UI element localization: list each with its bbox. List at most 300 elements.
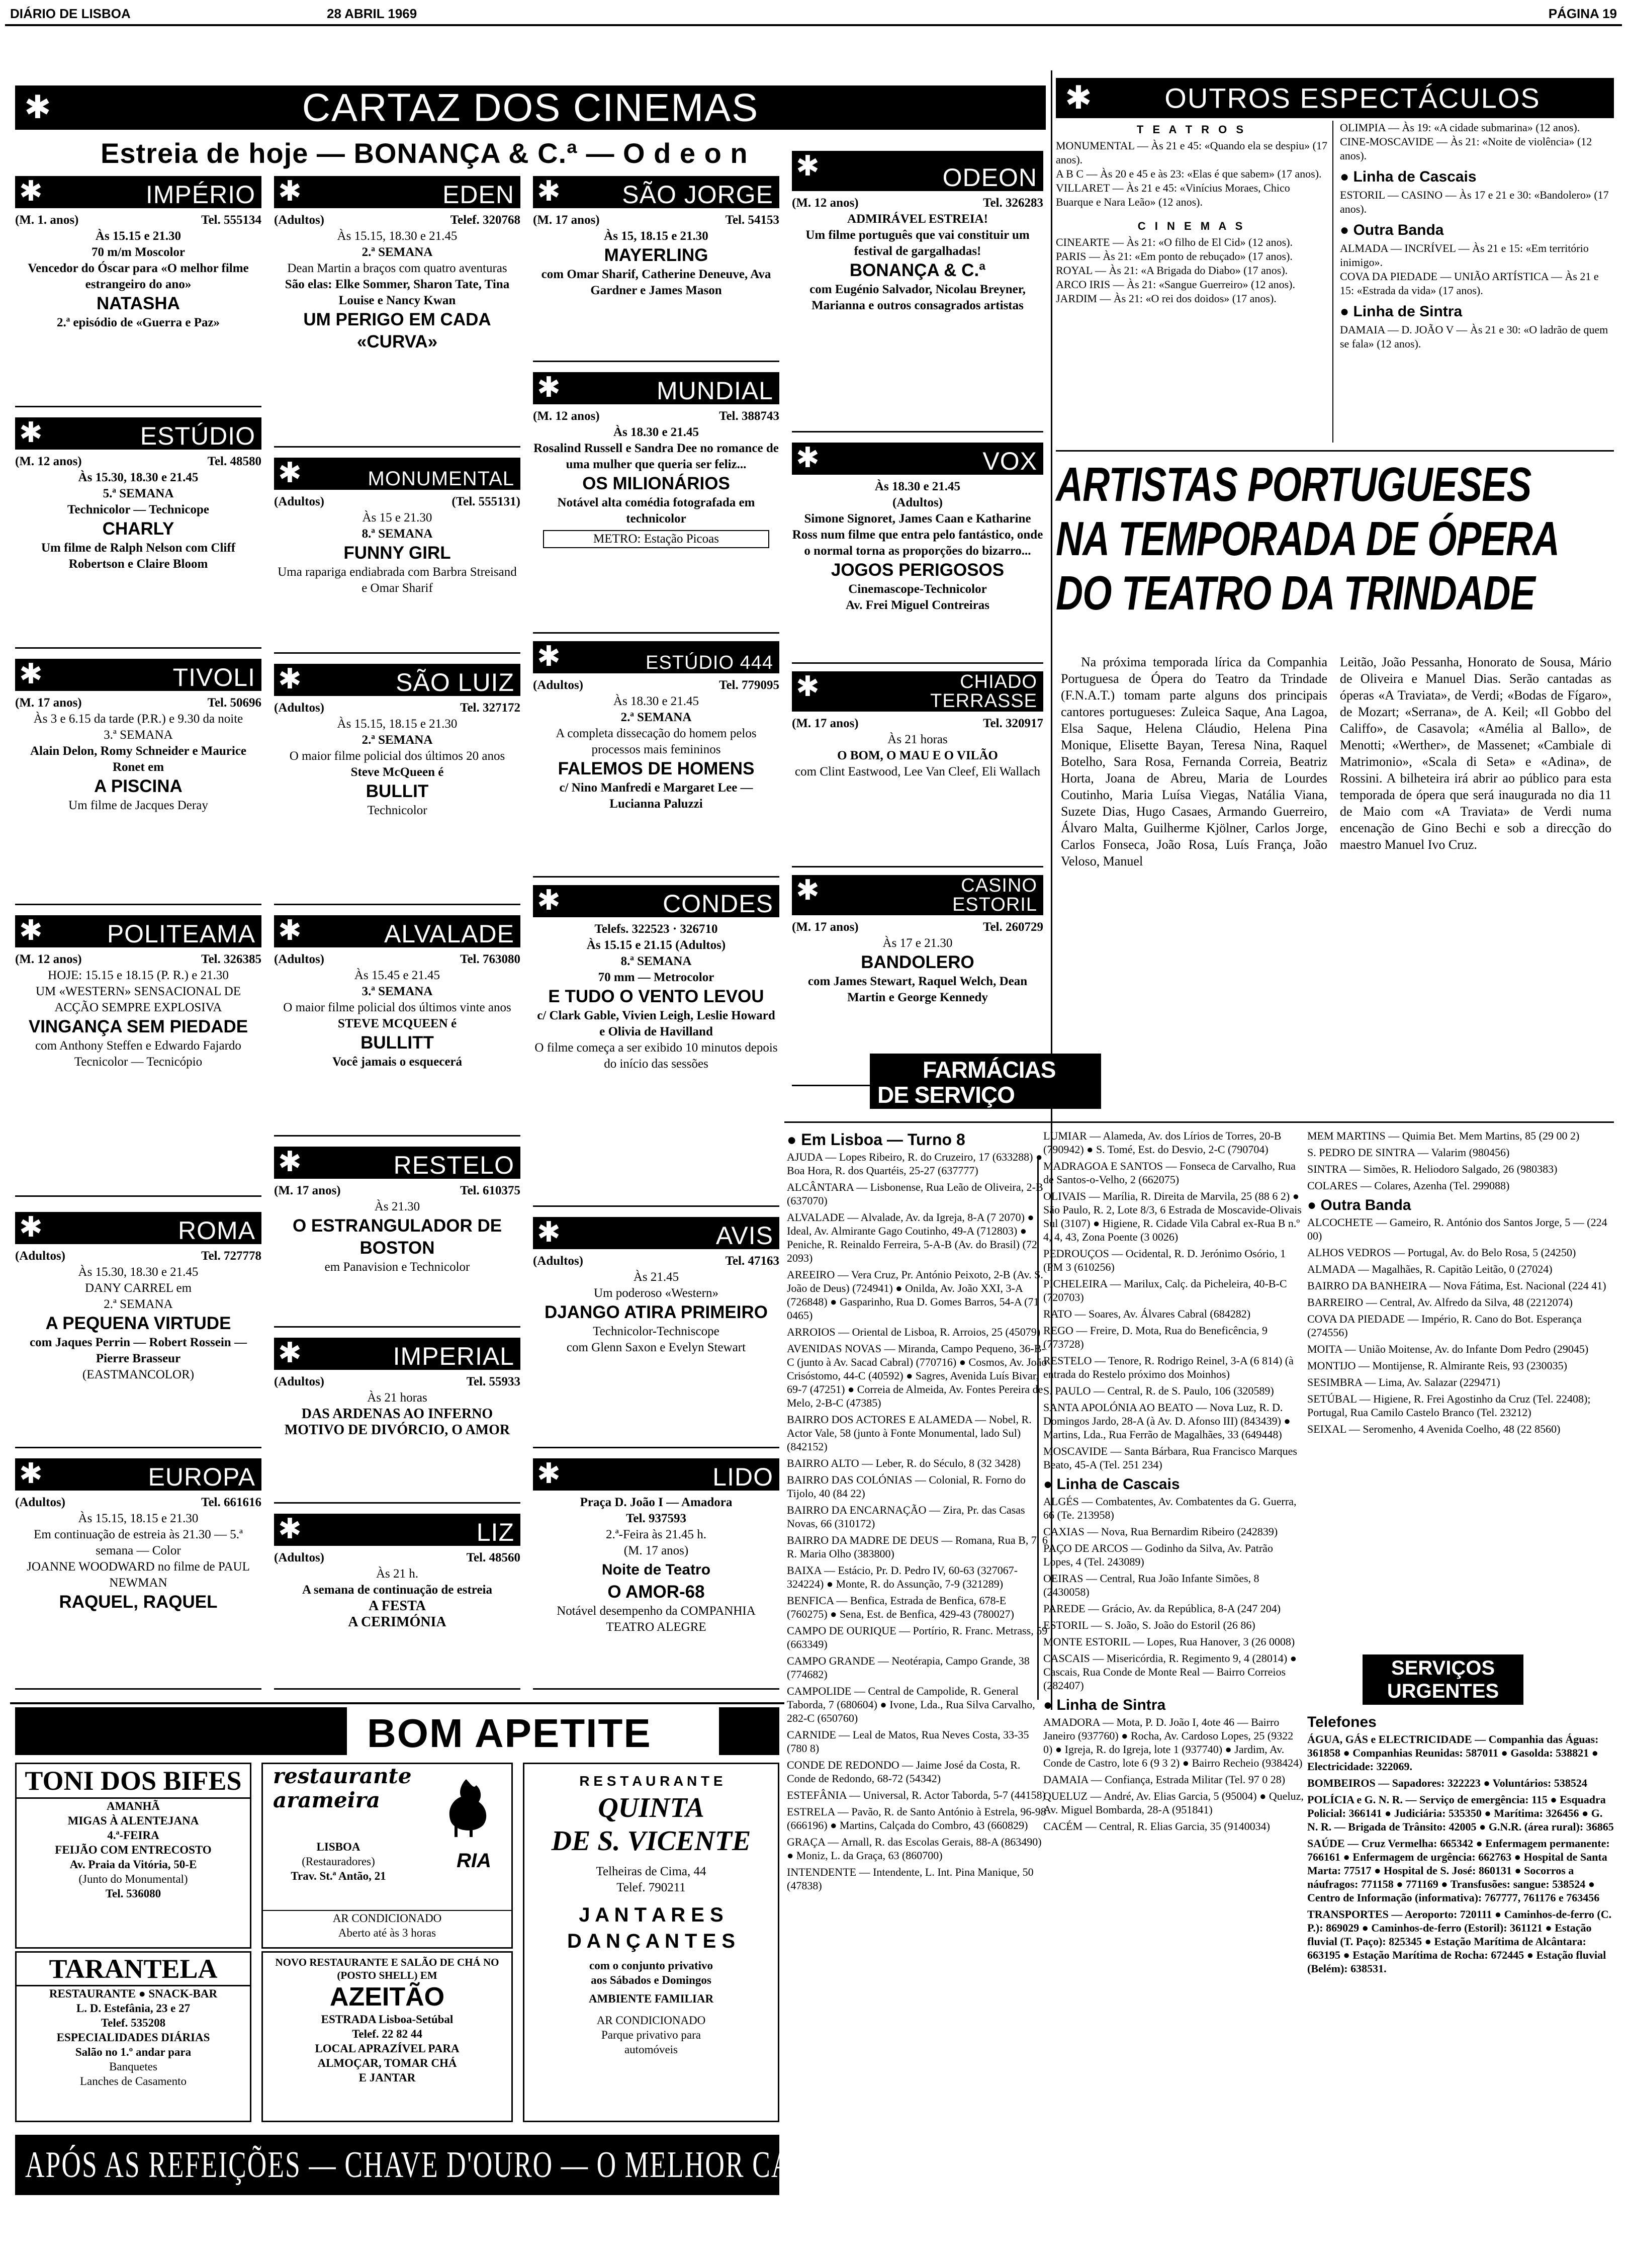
pharmacy-entry: BARREIRO — Central, Av. Alfredo da Silva, 48 (2212074) [1307, 1296, 1573, 1309]
info-line: com Jaques Perrin — Robert Rossein — Pierre Brasseur [30, 1336, 247, 1365]
phone: Tel. 326385 [201, 952, 261, 966]
pharmacy-entry: OEIRAS — Central, Rua João Infante Simões, 8 (2430058) [1043, 1572, 1259, 1598]
star-icon: ✱ [537, 1216, 561, 1249]
session-times: Às 15.15, 18.15 e 21.30 [78, 1512, 199, 1525]
session-times: Às 18.30 e 21.45 [613, 694, 699, 708]
session-times: Às 21 horas [367, 1391, 427, 1405]
session-times: Às 18.30 e 21.45 [874, 480, 961, 493]
phone-entry: POLÍCIA e G. N. R. — Serviço de emergência: 115 ● Esquadra Policial: 366141 ● Judiciária: 535350 ● Marítima: 326456 ● G. N. R. — Brigada de Trânsito: 42005 ● G.N.R. (área rural): 36865 [1307, 1793, 1614, 1833]
star-icon: ✱ [278, 175, 302, 208]
film-title: DJANGO ATIRA PRIMEIRO [545, 1302, 768, 1322]
cinema-name: SÃO JORGE [622, 181, 773, 209]
pharmacy-entry: AMADORA — Mota, P. D. João I, 4ote 46 — Bairro Janeiro (937760) ● Rocha, Av. Cardoso Lopes, 25 (9322 0) ● Igreja, R. do Igreja, lote 1 (937740) ● Jardim, Av. Conde de Castro, lote 6 (9 3 2) ● Bairro Recheio (938424) [1043, 1716, 1303, 1769]
film-title: NATASHA [97, 294, 180, 313]
farmacias-col3 [1307, 1129, 1614, 1652]
cinema-mundial [533, 372, 779, 634]
session-times: Às 17 e 21.30 [882, 936, 953, 950]
pharmacy-entry: CARNIDE — Leal de Matos, Rua Neves Costa, 33-35 (780 8) [787, 1728, 1029, 1755]
ad-tarantela [15, 1951, 251, 2122]
film-title: BONANÇA & C.ª [849, 260, 986, 280]
pharmacy-entry: BAIRRO ALTO — Leber, R. do Século, 8 (32 3428) [787, 1457, 1021, 1469]
ad-line: ESPECIALIDADES DIÁRIAS [56, 2031, 210, 2044]
ad-line: L. D. Estefânia, 23 e 27 [76, 2002, 191, 2015]
info-line: Um filme de Jacques Deray [68, 799, 208, 812]
banner-stripe [719, 1707, 779, 1755]
ad-line: Telef. 535208 [101, 2017, 166, 2029]
film-title: BANDOLERO [861, 952, 974, 972]
ad-quinta-s-vicente [523, 1763, 779, 2122]
cinema-name: SÃO LUIZ [396, 668, 514, 696]
ad-toni-dos-bifes [15, 1763, 251, 1949]
artistas-body-col1: Na próxima temporada lírica da Companhia Portuguesa de Ópera do Teatro da Trindade (F.N.A.T.) tomam parte alguns dos principais cantores portugueses: Zuleica Saque, Ana Lagoa, Elsa Saque, Helena Cláudio, Helena Pina Monique, Elisette Bayan, Teresa Nina, Raquel Botelho, Sara Rosa, Fernanda Correia, Beatriz Horta, Joana de Abreu, Maria de Lourdes Coutinho, Maria Luísa Viegas, Natália Viana, Suzete Dias, Hugo Casaes, Armando Guerreiro, Álvaro Malta, Guilherme Kjölner, Carlos Jorge, Carlos Fonseca, João Rosa, Luís França, João Veloso, Manuel [1061, 655, 1327, 868]
session-times: Às 21.30 [374, 1200, 420, 1213]
pharmacy-entry: PEDROUÇOS — Ocidental, R. D. Jerónimo Osório, 1 (PM 3 (610256) [1043, 1247, 1286, 1273]
film-title: FALEMOS DE HOMENS [558, 759, 755, 778]
cinema-restelo [274, 1147, 520, 1328]
star-icon: ✱ [19, 1457, 43, 1490]
info-line: Vencedor do Óscar para «O melhor filme estrangeiro do ano» [28, 261, 249, 291]
rating: (M. 17 anos) [533, 213, 600, 227]
session-times: Às 21.45 [633, 1270, 679, 1284]
pharmacy-entry: ARROIOS — Oriental de Lisboa, R. Arroios, 25 (45079) [787, 1326, 1041, 1338]
outros-title: OUTROS ESPECTÁCULOS [1164, 82, 1541, 114]
phone: Tel. 727778 [201, 1249, 261, 1263]
phone-entry: BOMBEIROS — Sapadores: 322223 ● Voluntários: 538524 [1307, 1777, 1587, 1789]
film-title: A FESTA [369, 1598, 426, 1614]
star-icon: ✱ [19, 416, 43, 449]
servicos-title [1363, 1654, 1523, 1705]
star-icon: ✱ [537, 884, 561, 917]
ad-line: (Junto do Monumental) [78, 1873, 188, 1885]
rating: (M. 17 anos) [792, 920, 859, 934]
film-title: E TUDO O VENTO LEVOU [548, 987, 764, 1006]
info-line: 8.ª SEMANA [620, 954, 692, 968]
ad-line: Salão no 1.º andar para [75, 2046, 192, 2058]
phone: Tel. 320917 [983, 717, 1043, 730]
info-line: O filme começa a ser exibido 10 minutos depois do início das sessões [534, 1041, 778, 1071]
cinema-chiado-terrasse [792, 671, 1043, 867]
estreia-line: Estreia de hoje — BONANÇA & C.ª — O d e o n [101, 137, 748, 169]
ad-line: R E S T A U R A N T E [579, 1773, 723, 1789]
phone: Tel. 779095 [719, 678, 779, 692]
pharmacy-entry: ESTORIL — S. João, S. João do Estoril (26 86) [1043, 1619, 1255, 1631]
rating: (Adultos) [274, 1375, 325, 1388]
ad-line: Aberto até às 3 horas [338, 1927, 436, 1939]
info-line: Alain Delon, Romy Schneider e Maurice Ronet em [30, 744, 247, 774]
info-line: Cinemascope-Technicolor [848, 582, 987, 596]
rating: (M. 17 anos) [792, 717, 859, 730]
farmacias-col2 [1043, 1129, 1305, 1833]
film-title: A CERIMÓNIA [348, 1614, 446, 1630]
session-times: Às 15.15, 18.15 e 21.30 [337, 717, 458, 731]
film-title: JOGOS PERIGOSOS [831, 560, 1005, 580]
cinema-estudio-444 [533, 641, 779, 878]
pharmacy-entry: MOSCAVIDE — Santa Bárbara, Rua Francisco Marques Beato, 45-A (Tel. 251 234) [1043, 1445, 1297, 1471]
info-line: Steve McQueen é [350, 765, 444, 779]
farmacias-title [870, 1054, 1101, 1109]
info-line: com Anthony Steffen e Edwardo Fajardo [35, 1039, 241, 1053]
star-icon: ✱ [796, 150, 820, 183]
phone-entry: SAÚDE — Cruz Vermelha: 665342 ● Enfermagem permanente: 766161 ● Enfermagem de urgência: 662763 ● Hospital de Santa Marta: 77517 ● Hospital de S. José: 860131 ● Socorros a náufragos: 771158 ● 771169 ● Transfusões: sangue: 538524 ● Centro de Informação (informativa): 767777, 761176 e 763456 [1307, 1837, 1610, 1904]
star-icon: ✱ [19, 1211, 43, 1244]
ad-line: Parque privativo para [601, 2029, 701, 2041]
metro-station: METRO: Estação Picoas [543, 530, 769, 548]
info-line: 2.ª episódio de «Guerra e Paz» [56, 316, 220, 329]
pharmacy-entry: BENFICA — Benfica, Estrada de Benfica, 678-E (760275) ● Sena, Est. de Benfica, 429-43 (780027) [787, 1594, 1014, 1620]
paper-name: DIÁRIO DE LISBOA [10, 6, 131, 21]
phone: Tel. 48560 [466, 1551, 520, 1564]
pharmacy-entry: AJUDA — Lopes Ribeiro, R. do Cruzeiro, 17 (633288) ● Boa Hora, R. dos Quartéis, 25-27 (637777) [787, 1151, 1043, 1177]
film-title: O ESTRANGULADOR DE BOSTON [292, 1216, 502, 1258]
ad-line: Telef. 790211 [616, 1881, 686, 1894]
info-line: São elas: Elke Sommer, Sharon Tate, Tina Louise e Nancy Kwan [285, 278, 510, 307]
pharmacy-entry: CAMPO GRANDE — Neotérapia, Campo Grande, 38 (774682) [787, 1654, 1030, 1681]
ad-line: LOCAL APRAZÍVEL PARA [315, 2042, 460, 2055]
info-line: UM «WESTERN» SENSACIONAL DE ACÇÃO SEMPRE EXPLOSIVA [35, 985, 241, 1014]
ad-line: MIGAS À ALENTEJANA [67, 1814, 199, 1827]
ad-line: RESTAURANTE ● SNACK-BAR [49, 1987, 218, 2000]
star-icon: ✱ [537, 640, 561, 673]
listing: A B C — Às 20 e 45 e às 23: «Elas é que sabem» (17 anos). [1056, 167, 1322, 180]
pharmacy-entry: CAXIAS — Nova, Rua Bernardim Ribeiro (242839) [1043, 1525, 1278, 1538]
session-times: Às 3 e 6.15 da tarde (P.R.) e 9.30 da noite [33, 712, 243, 726]
rating: (M. 12 anos) [15, 455, 82, 468]
ad-line: AR CONDICIONADO [332, 1912, 442, 1925]
footer-text: APÓS AS REFEIÇÕES — CHAVE D'OURO — O MELHOR CAFÉ [25, 2144, 826, 2186]
listing: ALMADA — INCRÍVEL — Às 21 e 15: «Em território inimigo». [1340, 242, 1589, 269]
star-icon: ✱ [278, 663, 302, 695]
session-times: Às 15.30, 18.30 e 21.45 [78, 471, 199, 484]
cinema-tivoli [15, 659, 261, 905]
film-title: BULLITT [360, 1033, 434, 1053]
star-icon: ✱ [278, 914, 302, 947]
ad-line: LISBOA [316, 1841, 360, 1853]
rating: (Adultos) [274, 495, 325, 508]
phone: Tel. 388743 [719, 409, 779, 423]
ad-line: D A N Ç A N T E S [567, 1930, 736, 1952]
pharmacy-entry: AREEIRO — Vera Cruz, Pr. António Peixoto, 2-B (Av. S. João de Deus) (724941) ● Onilda, Av. João XXI, 3-A (726848) ● Gasparinho, Rua D. Gomes Barros, 54-A (71 0465) [787, 1268, 1043, 1322]
cinema-name: VOX [982, 447, 1037, 475]
phone: Tel. 555134 [201, 213, 261, 227]
ad-line: aos Sábados e Domingos [591, 1974, 711, 1986]
pharmacy-entry: S. PEDRO DE SINTRA — Valarim (980456) [1307, 1146, 1510, 1159]
star-icon: ✱ [796, 442, 820, 474]
phone: Tel. 937593 [626, 1512, 686, 1525]
pharmacy-entry: BAIRRO DAS COLÓNIAS — Colonial, R. Forno do Tijolo, 40 (84 22) [787, 1473, 1026, 1500]
session-times: 2.ª-Feira às 21.45 h. [606, 1528, 706, 1541]
pharmacy-entry: ALHOS VEDROS — Portugal, Av. do Belo Rosa, 5 (24250) [1307, 1246, 1576, 1259]
info-line: Technicolor-Techniscope [593, 1325, 719, 1338]
cinema-name: ROMA [178, 1216, 255, 1245]
cinema-sao-luiz [274, 664, 520, 905]
cinema-name: EUROPA [148, 1463, 255, 1491]
info-line: Um poderoso «Western» [594, 1286, 718, 1300]
ad-line: Banquetes [109, 2060, 157, 2073]
ria-logo-text: RIA [457, 1850, 491, 1872]
info-line: Uma rapariga endiabrada com Barbra Streisand e Omar Sharif [278, 565, 517, 595]
film-title: UM PERIGO EM CADA «CURVA» [303, 310, 491, 352]
cartaz-banner [15, 85, 1046, 130]
info-line: 2.ª SEMANA [104, 1297, 173, 1311]
cinema-name: ODEON [942, 163, 1037, 192]
pharmacy-entry: RESTELO — Tenore, R. Rodrigo Reinel, 3-A (6 814) (à entrada do Restelo próximo dos Moinhos) [1043, 1354, 1294, 1380]
star-icon: ✱ [19, 658, 43, 690]
restaurant-name: DE S. VICENTE [551, 1825, 751, 1857]
farmacias-col1 [787, 1129, 1048, 1892]
rating: (M. 12 anos) [533, 409, 600, 423]
cinema-name: ALVALADE [384, 920, 514, 948]
info-line: (EASTMANCOLOR) [82, 1368, 195, 1381]
pharmacy-entry: GRAÇA — Arnall, R. das Escolas Gerais, 88-A (863490) ● Moniz, L. da Graça, 63 (860700) [787, 1836, 1042, 1862]
rating: (M. 1. anos) [15, 213, 79, 227]
listing: JARDIM — Às 21: «O rei dos doidos» (17 anos). [1056, 292, 1277, 305]
listing: DAMAIA — D. JOÃO V — Às 21 e 30: «O ladrão de quem se fala» (12 anos). [1340, 323, 1608, 350]
pharmacy-entry: ALGÉS — Combatentes, Av. Combatentes da G. Guerra, 66 (Te. 213958) [1043, 1495, 1297, 1521]
ad-line: Av. Praia da Vitória, 50-E [69, 1858, 197, 1871]
listing: CINEARTE — Às 21: «O filho de El Cid» (12 anos). [1056, 236, 1293, 248]
pharmacy-entry: PICHELEIRA — Marilux, Calç. da Picheleira, 40-B-C (720703) [1043, 1277, 1287, 1303]
cinema-name: ESTÚDIO [140, 422, 255, 450]
rating: (Adultos) [15, 1496, 66, 1509]
phone: Tel. 610375 [460, 1184, 520, 1197]
cinema-roma [15, 1212, 261, 1448]
info-line: 70 mm — Metrocolor [598, 971, 714, 984]
rooster-logo-icon [436, 1774, 496, 1840]
cinema-avis [533, 1217, 779, 1448]
phone: Tel. 326283 [983, 196, 1043, 210]
pharmacy-entry: CAMPO DE OURIQUE — Portírio, R. Franc. Metrass, 59 (663349) [787, 1624, 1048, 1650]
ad-line: J A N T A R E S [579, 1904, 724, 1926]
rating: (Adultos) [533, 678, 584, 692]
ad-line: (Restauradores) [302, 1855, 375, 1868]
bom-apetite-title: BOM APETITE [367, 1711, 652, 1756]
headline-line: DO TEATRO DA TRINDADE [1056, 566, 1535, 620]
info-line: Dean Martin a braços com quatro aventuras [287, 261, 507, 275]
info-line: JOANNE WOODWARD no filme de PAUL NEWMAN [27, 1560, 250, 1590]
star-icon: ✱ [278, 1513, 302, 1545]
cinema-name: CONDES [663, 890, 773, 918]
info-line: 3.ª SEMANA [361, 985, 433, 998]
info-line: Notável alta comédia fotografada em technicolor [557, 496, 755, 526]
phone: (Tel. 555131) [451, 495, 520, 508]
phone: Tel. 327172 [460, 701, 520, 715]
phone-entry: ÁGUA, GÁS e ELECTRICIDADE — Companhia das Águas: 361858 ● Companhias Reunidas: 587011 ● Gasolda: 538821 ● Electricidade: 322069. [1307, 1733, 1599, 1773]
pharmacy-entry: CASCAIS — Misericórdia, R. Regimento 9, 4 (28014) ● Cascais, Rua Conde de Monte Real — Bairro Correios (282407) [1043, 1652, 1297, 1692]
cinema-name: AVIS [715, 1222, 773, 1250]
listing: VILLARET — Às 21 e 45: «Vinícius Moraes, Chico Buarque e Nara Leão» (12 anos). [1056, 182, 1290, 208]
star-icon: ✱ [796, 874, 820, 907]
artistas-body-col2: Leitão, João Pessanha, Honorato de Sousa, Mário de Oliveira e Manuel Dias. Serão cantadas as óperas «A Traviata», de Verdi; «Bodas de Fígaro», de Mozart; «Serrana», de A. Keil; «Il Gobbo del Califfo», de Casavola; «Amélia al Ballo», de Menotti; «Werther», de Massenet; «Cambiale di Matrimonio», «Scala di Seta» e «Adina», de Rossini. A bilheteira irá abrir ao público para esta temporada de ópera que será inaugurada no dia 11 de Maio com «A Traviata» de Verdi numa encenação de Gino Bechi e sob a direcção do maestro Manuel Ivo Cruz. [1340, 655, 1611, 852]
footer-banner [15, 2135, 826, 2195]
sintra-heading: ● Linha de Sintra [1043, 1697, 1166, 1713]
film-title: MAYERLING [604, 245, 708, 265]
cinema-eden [274, 176, 520, 448]
info-line: Em continuação de estreia às 21.30 — 5.ª semana — Color [34, 1528, 243, 1557]
star-icon: ✱ [537, 1457, 561, 1490]
info-line: com Clint Eastwood, Lee Van Cleef, Eli Wallach [795, 765, 1040, 778]
info-line: Um filme de Ralph Nelson com Cliff Robertson e Claire Bloom [41, 541, 236, 571]
ad-line: E JANTAR [358, 2071, 416, 2084]
info-line: com Glenn Saxon e Evelyn Stewart [566, 1341, 746, 1354]
pharmacy-entry: ALVALADE — Alvalade, Av. da Igreja, 8-A (7 2070) ● Ideal, Av. Almirante Gago Coutinho, 49-A (712803) ● Peniche, R. Reinaldo Ferreira, 5-A-B (Av. do Brasil) (72 2093) [787, 1211, 1037, 1264]
banner-stripe [15, 1707, 347, 1755]
section-rule [1056, 450, 1614, 452]
listing: ARCO IRIS — Às 21: «Sangue Guerreiro» (12 anos). [1056, 278, 1295, 291]
film-title: DAS ARDENAS AO INFERNO [301, 1406, 493, 1422]
ad-line: com o conjunto privativo [589, 1959, 713, 1972]
session-times: Às 21 h. [376, 1567, 419, 1581]
pharmacy-entry: INTENDENTE — Intendente, L. Int. Pina Manique, 50 (47838) [787, 1866, 1034, 1892]
cinema-name: EDEN [442, 181, 514, 209]
teatros-heading: T E A T R O S [1136, 123, 1247, 136]
star-icon: ✱ [537, 175, 561, 208]
cinema-sao-jorge [533, 176, 779, 362]
cinema-alvalade [274, 915, 520, 1137]
cinema-estudio [15, 417, 261, 649]
info-line: A completa dissecação do homem pelos processos mais femininos [556, 727, 757, 756]
pharmacy-entry: PAÇO DE ARCOS — Godinho da Silva, Av. Patrão Lopes, 4 (Tel. 243089) [1043, 1542, 1273, 1568]
pharmacy-entry: MOITA — União Moitense, Av. do Infante Dom Pedro (29045) [1307, 1343, 1589, 1355]
film-title: FUNNY GIRL [343, 543, 451, 563]
session-times: Às 15.45 e 21.45 [354, 969, 440, 982]
ad-line: ALMOÇAR, TOMAR CHÁ [317, 2057, 457, 2069]
ad-ria [261, 1763, 513, 1949]
ad-line: Tel. 536080 [105, 1887, 161, 1900]
cinema-name: MUNDIAL [656, 377, 773, 405]
film-title: O AMOR-68 [607, 1582, 705, 1602]
ad-line: NOVO RESTAURANTE E SALÃO DE CHÁ NO (POSTO SHELL) EM [275, 1956, 499, 1981]
pharmacy-entry: REGO — Freire, D. Mota, Rua do Beneficência, 9 (773728) [1043, 1324, 1268, 1350]
farmacias-title-line: FARMÁCIAS [923, 1057, 1056, 1083]
pharmacy-entry: MONTE ESTORIL — Lopes, Rua Hanover, 3 (26 0008) [1043, 1635, 1295, 1648]
headline-line: ARTISTAS PORTUGUESES [1056, 458, 1531, 511]
star-icon: ✱ [796, 670, 820, 703]
star-icon: ✱ [537, 371, 561, 404]
page-number: PÁGINA 19 [1548, 6, 1617, 21]
rating: (M. 17 anos) [274, 1184, 341, 1197]
info-line: Rosalind Russell e Sandra Dee no romance de uma mulher que queria ser feliz... [533, 442, 779, 471]
bom-apetite-banner [15, 1707, 779, 1755]
info-line: Um filme português que vai constituir um festival de gargalhadas! [805, 228, 1030, 258]
listing: MONUMENTAL — Às 21 e 45: «Quando ela se despiu» (17 anos). [1056, 139, 1328, 166]
address: Praça D. João I — Amadora [580, 1496, 733, 1509]
restaurant-name: TONI DOS BIFES [17, 1764, 250, 1799]
servicos-title-line: URGENTES [1387, 1680, 1499, 1702]
pharmacy-entry: MADRAGOA E SANTOS — Fonseca de Carvalho, Rua de Santos-o-Velho, 2 (662075) [1043, 1160, 1296, 1186]
cinema-name: TIVOLI [172, 663, 255, 691]
rating: (Adultos) [15, 1249, 66, 1263]
pharmacy-entry: ESTRELA — Pavão, R. de Santo António à Estrela, 96-98 (666196) ● Martins, Calçada do Combro, 43 (660829) [787, 1805, 1046, 1831]
phone: Tel. 50696 [207, 696, 261, 710]
pharmacy-entry: COVA DA PIEDADE — Império, R. Cano do Bot. Esperança (274556) [1307, 1313, 1582, 1339]
ad-line: AMANHÃ [106, 1800, 160, 1812]
info-line: Notável desempenho da COMPANHIA TEATRO ALEGRE [557, 1604, 756, 1634]
pharmacy-entry: MONTIJO — Montijense, R. Almirante Reis, 93 (230035) [1307, 1359, 1567, 1372]
pharmacy-entry: OLIVAIS — Marília, R. Direita de Marvila, 25 (88 6 2) ● São Paulo, R. 2, Lote 8/3, 6 Estrada de Moscavide-Olivais Sul (3107) ● Higiene, R. Cidade Vila Cabral ex-Rua B n.º 4, 4, 43, Zona Poente (3 0026) [1043, 1190, 1302, 1243]
film-title: RAQUEL, RAQUEL [59, 1592, 218, 1612]
pharmacy-entry: MEM MARTINS — Quimia Bet. Mem Martins, 85 (29 00 2) [1307, 1129, 1580, 1142]
ad-line: Lanches de Casamento [79, 2075, 187, 2087]
pharmacy-entry: BAIXA — Estácio, Pr. D. Pedro IV, 60-63 (327067-324224) ● Monte, R. do Assunção, 7-9 (321289) [787, 1564, 1018, 1590]
farmacias-title-line: DE SERVIÇO [877, 1082, 1015, 1108]
header-rule [5, 24, 1622, 26]
session-times: Às 15, 18.15 e 21.30 [604, 229, 708, 243]
star-icon: ✱ [278, 1146, 302, 1178]
info-line: c/ Clark Gable, Vivien Leigh, Leslie Howard e Olivia de Havilland [537, 1009, 775, 1038]
film-title: A PEQUENA VIRTUDE [45, 1314, 231, 1333]
pharmacy-entry: SEIXAL — Seromenho, 4 Avenida Coelho, 48 (22 8560) [1307, 1423, 1561, 1435]
artistas-headline [1056, 458, 1614, 639]
info-line: 8.ª SEMANA [361, 527, 433, 541]
session-times: Às 18.30 e 21.45 [613, 425, 699, 439]
cinema-name: IMPÉRIO [145, 181, 255, 209]
session-times: Às 15.15 e 21.30 [95, 229, 182, 243]
rating: (Adultos) [274, 213, 325, 227]
ad-line: ESTRADA Lisboa-Setúbal [321, 2013, 454, 2026]
cinema-lido [533, 1458, 779, 1690]
pharmacy-entry: DAMAIA — Confiança, Estrada Militar (Tel. 97 0 28) [1043, 1773, 1286, 1786]
film-title: VINGANÇA SEM PIEDADE [28, 1017, 248, 1036]
col-divider [1332, 121, 1333, 443]
address: Av. Frei Miguel Contreiras [845, 598, 990, 612]
phone: Tel. 763080 [460, 952, 520, 966]
restaurant-name: TARANTELA [17, 1953, 250, 1986]
ad-line: 4.ª-FEIRA [107, 1829, 159, 1842]
ad-line: AR CONDICIONADO [596, 2014, 706, 2027]
telefones-heading: Telefones [1307, 1714, 1377, 1730]
cinema-name: CASINO ESTORIL [952, 875, 1037, 915]
pharmacy-entry: LUMIAR — Alameda, Av. dos Lírios de Torres, 20-B (790942) ● S. Tomé, Est. do Desvio, 2-C (790704) [1043, 1129, 1282, 1156]
ad-line: AMBIENTE FAMILIAR [588, 1992, 714, 2005]
cinemas-heading: C I N E M A S [1137, 220, 1246, 232]
cinema-imperial [274, 1338, 520, 1504]
rating: (Adultos) [892, 496, 943, 509]
phone-entry: TRANSPORTES — Aeroporto: 720111 ● Caminhos-de-ferro (C. P.): 869029 ● Caminhos-de-ferro (Estoril): 361121 ● Estação fluvial (T. Paço): 825345 ● Estação Marítima de Alcântara: 663195 ● Estação Marítima de Rocha: 672445 ● Estação fluvial (Belém): 638531. [1307, 1908, 1612, 1975]
listing: OLIMPIA — Às 19: «A cidade submarina» (12 anos). [1340, 121, 1580, 134]
session-times: Às 21 horas [887, 733, 948, 746]
info-line: STEVE MCQUEEN é [337, 1017, 457, 1030]
pharmacy-entry: ALCÂNTARA — Lisbonense, Rua Leão de Oliveira, 2-B (637070) [787, 1181, 1043, 1207]
cinema-name: IMPERIAL [393, 1342, 514, 1370]
section-rule [10, 1702, 784, 1704]
banda-heading: ● Outra Banda [1340, 222, 1444, 238]
star-icon: ✱ [278, 457, 302, 489]
info-line: em Panavision e Technicolor [324, 1260, 470, 1274]
info-line: Tecnicolor — Tecnicópio [74, 1055, 203, 1069]
pharmacy-entry: BAIRRO DA ENCARNAÇÃO — Zira, Pr. das Casas Novas, 66 (310172) [787, 1504, 1025, 1530]
listing: PARIS — Às 21: «Em ponto de rebuçado» (17 anos). [1056, 250, 1293, 263]
listing: ROYAL — Às 21: «A Brigada do Diabo» (17 anos). [1056, 264, 1288, 277]
info-line: c/ Nino Manfredi e Margaret Lee — Lucianna Paluzzi [559, 781, 753, 811]
info-line: com James Stewart, Raquel Welch, Dean Martin e George Kennedy [807, 975, 1028, 1004]
pharmacy-entry: QUELUZ — André, Av. Elias Garcia, 5 (95004) ● Queluz, Av. Miguel Bombarda, 28-A (951841) [1043, 1790, 1304, 1816]
cinema-name: MONUMENTAL [368, 468, 514, 490]
listing: CINE-MOSCAVIDE — Às 21: «Noite de violência» (12 anos). [1340, 135, 1592, 162]
info-line: Simone Signoret, James Caan e Katharine Ross num filme que entra pelo fantástico, onde o normal torna as proporções do bizarro... [792, 512, 1043, 558]
pharmacy-entry: SESIMBRA — Lima, Av. Salazar (229471) [1307, 1376, 1500, 1388]
cinema-condes [533, 885, 779, 1207]
pharmacy-entry: CACÉM — Central, R. Elias Garcia, 35 (9140034) [1043, 1820, 1270, 1833]
pharmacy-entry: SANTA APOLÓNIA AO BEATO — Nova Luz, R. D. Domingos Jardo, 28-A (à Av. D. Afonso III) (843439) ● Martins, Lda., Rua Ferrão de Magalhães, 33 (649448) [1043, 1401, 1291, 1441]
info-line: Você jamais o esquecerá [332, 1055, 463, 1069]
info-line: ADMIRÁVEL ESTREIA! [847, 212, 988, 226]
film-title: OS MILIONÁRIOS [582, 474, 730, 493]
section-rule [784, 1121, 1614, 1123]
pharmacy-entry: ESTEFÂNIA — Universal, R. Actor Taborda, 5-7 (44158) [787, 1789, 1046, 1801]
info-line: 5.ª SEMANA [103, 487, 174, 500]
film-title: BULLIT [366, 781, 429, 801]
session-times: Às 15 e 21.30 [362, 511, 432, 525]
